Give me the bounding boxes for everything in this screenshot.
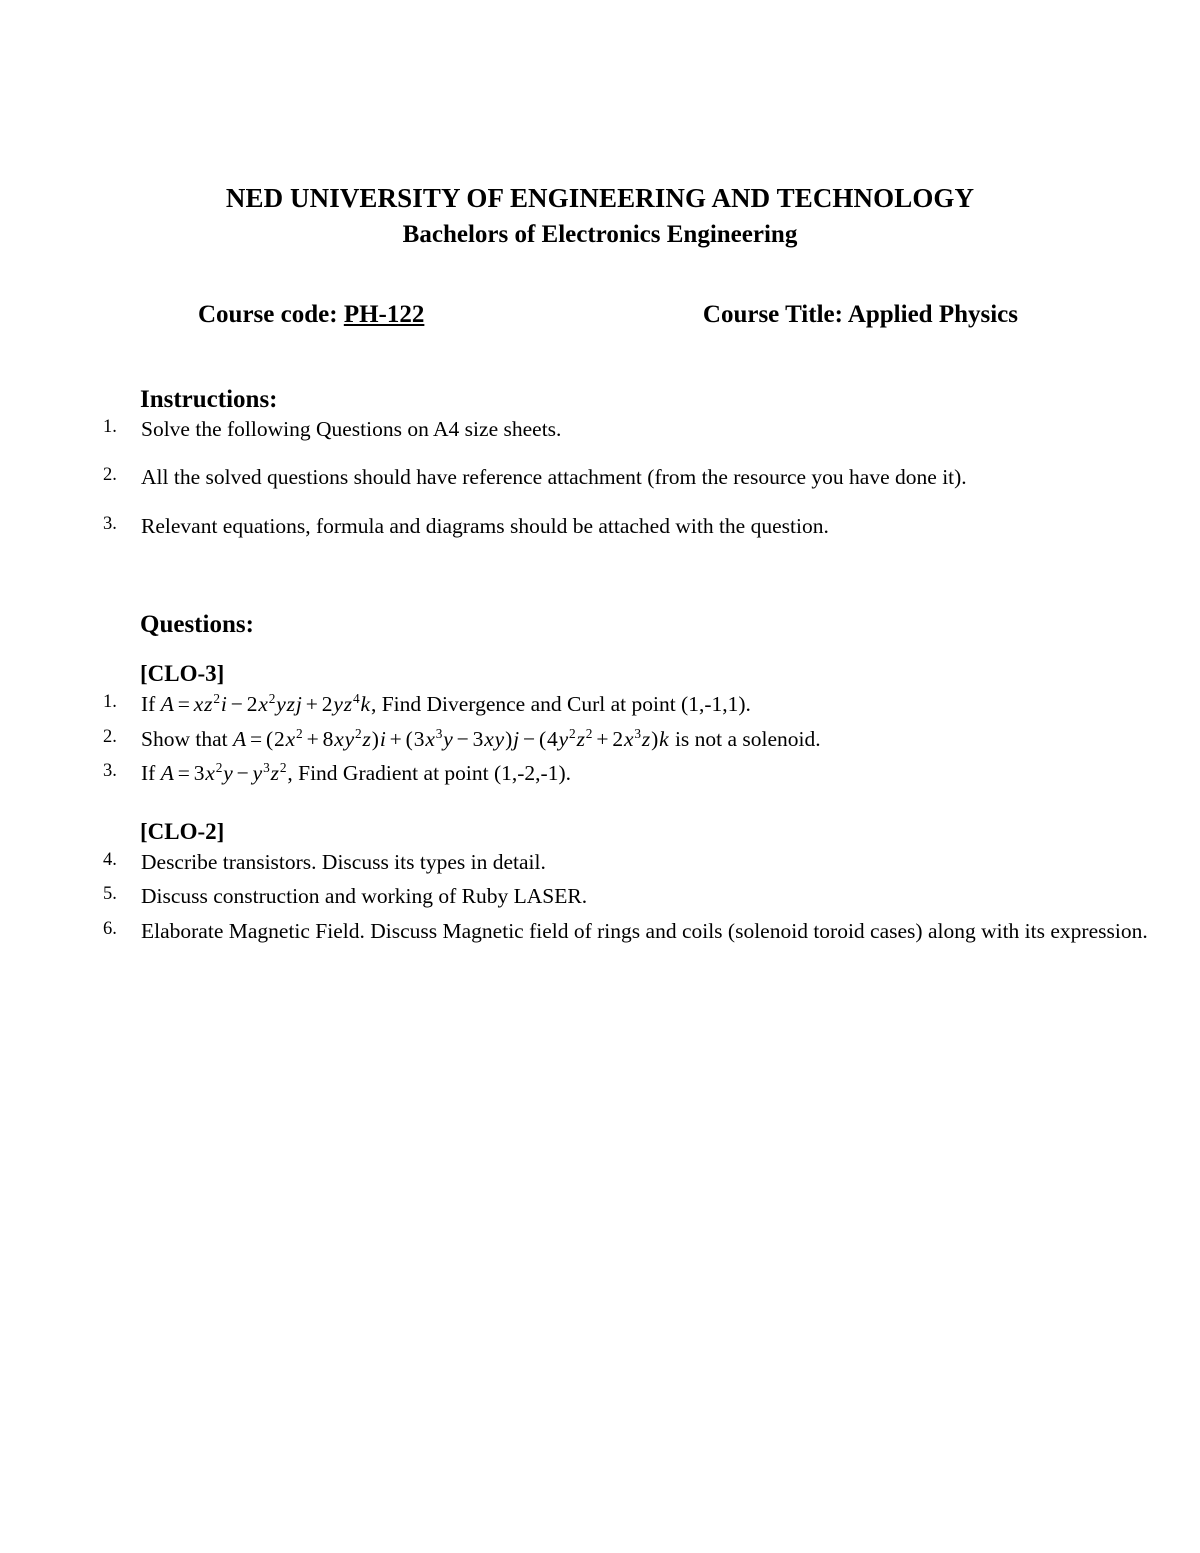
questions-heading: Questions: [140, 611, 254, 639]
list-item-text: All the solved questions should have reference attachment (from the resource you have done it). [141, 465, 967, 490]
list-marker: 6. [103, 918, 117, 939]
list-marker: 4. [103, 849, 117, 870]
list-item [0, 916, 1200, 947]
list-item [0, 758, 1200, 789]
list-item [0, 881, 1200, 912]
list-item [0, 724, 1200, 755]
list-item-text [141, 724, 1200, 755]
list-item [0, 847, 1200, 878]
clo-2-heading: [CLO-2] [140, 818, 225, 844]
math-expression: $A = (2x^2 + 8xy^2z)i + (3x^3y - 3xy)j - (4y^2z^2 + 2x^3z)k$ [232, 725, 670, 751]
university-name: NED UNIVERSITY OF ENGINEERING AND TECHNOLOGY [225, 183, 975, 213]
list-item [0, 414, 1200, 445]
question-prefix: Show that [141, 726, 233, 751]
list-item [0, 689, 1200, 720]
clo-2-question-list [0, 847, 1200, 947]
math-expression: $A = xz^2i - 2x^2yzj + 2yz^4k$ [160, 691, 371, 717]
question-prefix: If [141, 692, 161, 717]
course-code-label: Course code: [198, 300, 338, 328]
course-info-row [0, 301, 1200, 329]
list-marker: 1. [103, 416, 117, 437]
course-title-label: Course Title: [702, 300, 843, 328]
list-marker: 1. [103, 692, 117, 713]
program-name: Bachelors of Electronics Engineering [402, 220, 798, 248]
list-marker: 2. [103, 726, 117, 747]
clo-3-heading: [CLO-3] [140, 661, 225, 687]
list-item-text: Describe transistors. Discuss its types in detail. [141, 849, 546, 874]
clo-3-question-list [0, 689, 1200, 789]
list-item-text [141, 758, 1200, 789]
question-suffix: , Find Divergence and Curl at point (1,-1,1). [370, 692, 751, 717]
document-header [0, 0, 1200, 250]
list-item [0, 511, 1200, 542]
list-item-text: Elaborate Magnetic Field. Discuss Magnetic field of rings and coils (solenoid toroid cases) along with its expression. [141, 918, 1148, 943]
course-title [703, 301, 1018, 329]
list-item-text: Solve the following Questions on A4 size sheets. [141, 416, 562, 441]
question-suffix: is not a solenoid. [669, 726, 821, 751]
question-suffix: , Find Gradient at point (1,-2,-1). [287, 761, 572, 786]
instructions-heading: Instructions: [140, 385, 278, 413]
course-code [198, 301, 424, 329]
list-marker: 5. [103, 884, 117, 905]
list-marker: 3. [103, 761, 117, 782]
instructions-list [0, 414, 1200, 542]
course-code-value: PH-122 [343, 300, 425, 328]
question-prefix: If [141, 761, 161, 786]
list-item-text [141, 689, 1200, 720]
list-item-text: Relevant equations, formula and diagrams should be attached with the question. [141, 513, 829, 538]
list-marker: 3. [103, 513, 117, 534]
math-expression: $A = 3x^2y - y^3z^2$ [160, 760, 288, 786]
list-item-text: Discuss construction and working of Ruby LASER. [141, 884, 588, 909]
course-title-value: Applied Physics [847, 300, 1018, 328]
list-item [0, 462, 1200, 493]
list-marker: 2. [103, 465, 117, 486]
